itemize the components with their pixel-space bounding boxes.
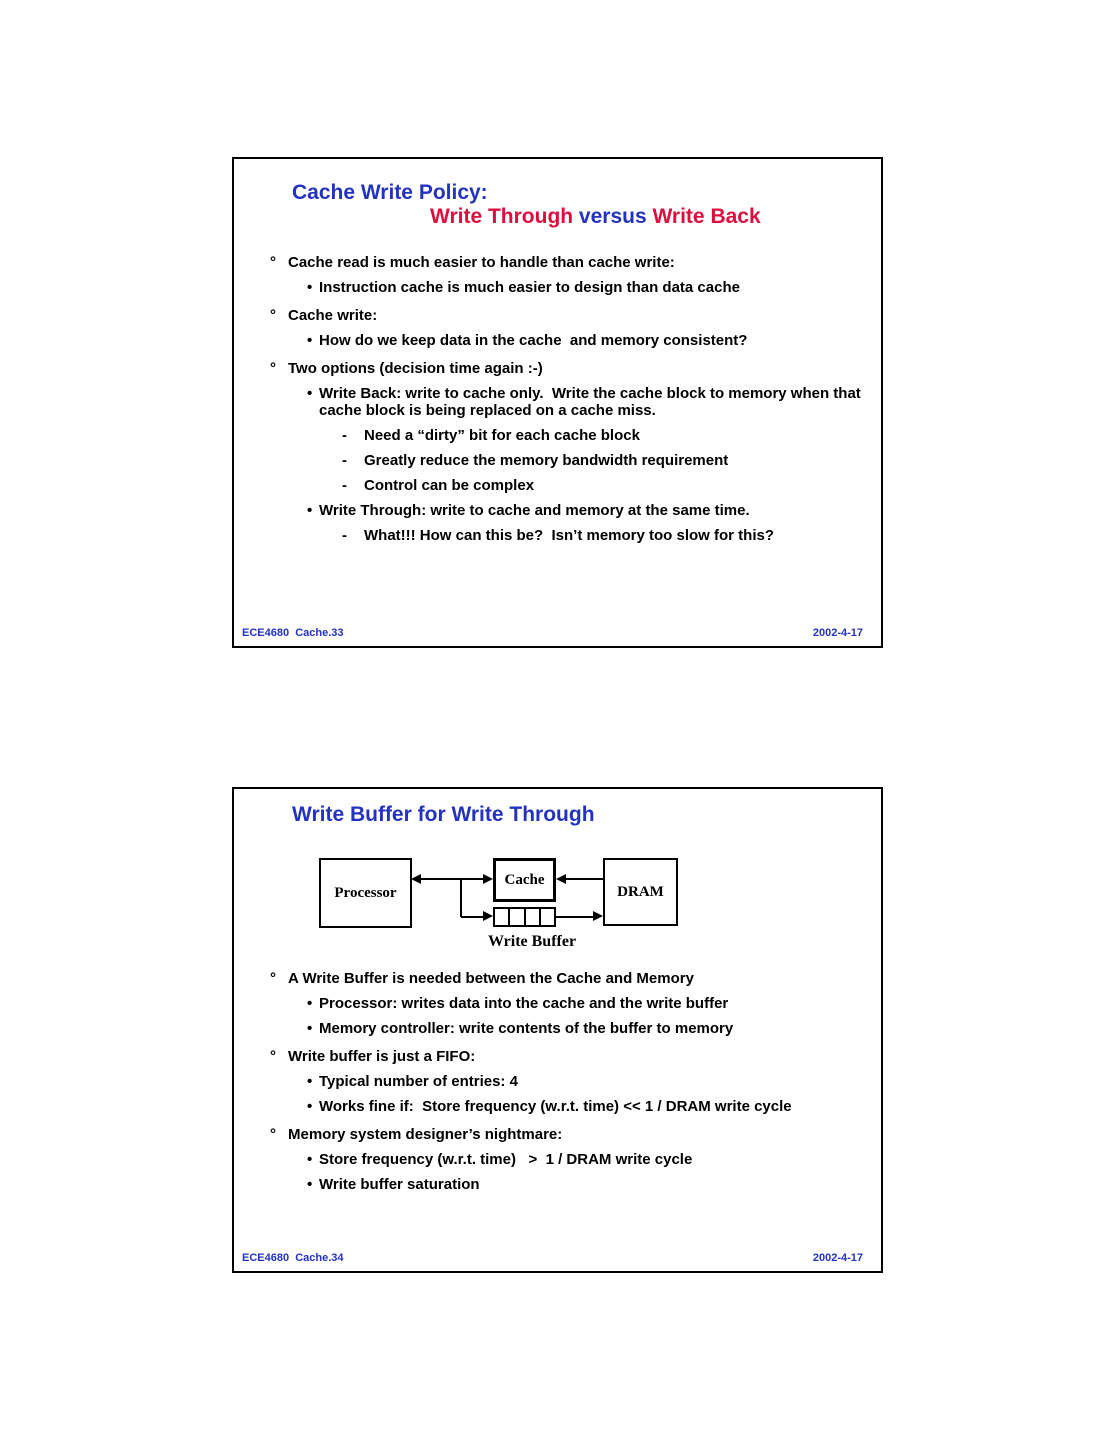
slide-title: Cache Write Policy: xyxy=(292,181,488,204)
bullet-marker: • xyxy=(307,1098,313,1115)
slide-cache-write-policy xyxy=(232,157,883,648)
bullet-item xyxy=(270,1151,865,1168)
bullet-text: Works fine if: Store frequency (w.r.t. time) << 1 / DRAM write cycle xyxy=(319,1098,792,1115)
bullet-marker: ° xyxy=(270,254,276,271)
bullet-marker: - xyxy=(342,477,347,494)
bullet-marker: • xyxy=(307,332,313,349)
processor-cache-line xyxy=(420,878,484,880)
course-slide-label: ECE4680 Cache.33 xyxy=(242,627,344,639)
bullet-list xyxy=(270,970,865,1201)
arrowhead-right-icon xyxy=(483,911,493,921)
bullet-item xyxy=(270,1176,865,1193)
bullet-text: How do we keep data in the cache and memory consistent? xyxy=(319,332,748,349)
bullet-item xyxy=(270,307,865,324)
subtitle-part-write-back: Write Back xyxy=(652,205,761,228)
bullet-item xyxy=(270,970,865,987)
arrowhead-left-icon xyxy=(411,874,421,884)
bullet-text: Memory controller: write contents of the buffer to memory xyxy=(319,1020,734,1037)
bullet-text: Write Back: write to cache only. Write the cache block to memory when that cache block is being replaced on a cache miss. xyxy=(319,385,861,419)
bullet-marker: - xyxy=(342,452,347,469)
bullet-list xyxy=(270,254,865,552)
bullet-marker: ° xyxy=(270,360,276,377)
slide-footer xyxy=(242,1252,863,1264)
course-slide-label: ECE4680 Cache.34 xyxy=(242,1252,344,1264)
bullet-item xyxy=(270,254,865,271)
bullet-item xyxy=(270,1048,865,1065)
bullet-marker: • xyxy=(307,1020,313,1037)
bullet-marker: • xyxy=(307,1151,313,1168)
bullet-text: Write buffer saturation xyxy=(319,1176,480,1193)
bullet-text: Processor: writes data into the cache and the write buffer xyxy=(319,995,729,1012)
arrowhead-right-icon xyxy=(593,911,603,921)
bullet-item xyxy=(270,1073,865,1090)
bullet-text: Cache read is much easier to handle than cache write: xyxy=(288,254,675,271)
cache-label: Cache xyxy=(504,871,545,888)
bullet-text: Greatly reduce the memory bandwidth requirement xyxy=(364,452,729,469)
bullet-item xyxy=(270,1020,865,1037)
bullet-marker: • xyxy=(307,1073,313,1090)
bullet-text: A Write Buffer is needed between the Cache and Memory xyxy=(288,970,694,987)
bullet-item xyxy=(270,279,865,296)
bullet-text: What!!! How can this be? Isn’t memory too slow for this? xyxy=(364,527,775,544)
buffer-cell xyxy=(510,909,525,925)
processor-box xyxy=(319,858,412,928)
bullet-item xyxy=(270,427,865,444)
bullet-marker: • xyxy=(307,385,313,402)
bullet-text: Need a “dirty” bit for each cache block xyxy=(364,427,640,444)
bullet-item xyxy=(270,502,865,519)
bullet-text: Cache write: xyxy=(288,307,378,324)
dram-box xyxy=(603,858,678,926)
date-label: 2002-4-17 xyxy=(812,627,863,639)
bullet-item xyxy=(270,995,865,1012)
bullet-item xyxy=(270,477,865,494)
subtitle-part-write-through: Write Through xyxy=(430,205,574,228)
bullet-marker: ° xyxy=(270,307,276,324)
buffer-cell xyxy=(495,909,510,925)
bullet-text: Typical number of entries: 4 xyxy=(319,1073,518,1090)
slide-footer xyxy=(242,627,863,639)
arrowhead-right-icon xyxy=(483,874,493,884)
dram-cache-line xyxy=(565,878,603,880)
write-buffer-fifo xyxy=(493,907,556,927)
bullet-marker: • xyxy=(307,279,313,296)
buffer-cell xyxy=(526,909,541,925)
arrowhead-left-icon xyxy=(556,874,566,884)
slide-write-buffer xyxy=(232,787,883,1273)
bullet-item xyxy=(270,527,865,544)
buffer-cell xyxy=(541,909,554,925)
bullet-text: Memory system designer’s nightmare: xyxy=(288,1126,563,1143)
bullet-item xyxy=(270,1126,865,1143)
bullet-text: Write buffer is just a FIFO: xyxy=(288,1048,476,1065)
subtitle-part-versus: versus xyxy=(573,205,653,228)
dram-label: DRAM xyxy=(617,883,664,900)
write-buffer-label: Write Buffer xyxy=(487,933,577,950)
buffer-dram-line xyxy=(556,916,594,918)
bullet-text: Store frequency (w.r.t. time) > 1 / DRAM write cycle xyxy=(319,1151,693,1168)
bullet-item xyxy=(270,332,865,349)
bullet-marker: ° xyxy=(270,970,276,987)
to-buffer-line xyxy=(461,916,484,918)
bullet-marker: ° xyxy=(270,1126,276,1143)
bullet-text: Write Through: write to cache and memory at the same time. xyxy=(319,502,750,519)
bullet-item xyxy=(270,385,865,419)
bullet-marker: • xyxy=(307,1176,313,1193)
slide-subtitle xyxy=(430,205,761,229)
bullet-marker: ° xyxy=(270,1048,276,1065)
date-label: 2002-4-17 xyxy=(812,1252,863,1264)
bullet-item xyxy=(270,452,865,469)
bullet-item xyxy=(270,360,865,377)
bullet-marker: • xyxy=(307,502,313,519)
bullet-text: Control can be complex xyxy=(364,477,535,494)
bullet-text: Two options (decision time again :-) xyxy=(288,360,543,377)
bullet-marker: - xyxy=(342,527,347,544)
branch-line xyxy=(460,879,462,917)
bullet-marker: - xyxy=(342,427,347,444)
processor-label: Processor xyxy=(334,884,397,901)
cache-box xyxy=(493,858,556,902)
bullet-item xyxy=(270,1098,865,1115)
bullet-text: Instruction cache is much easier to design than data cache xyxy=(319,279,740,296)
bullet-marker: • xyxy=(307,995,313,1012)
slide-title: Write Buffer for Write Through xyxy=(292,803,595,826)
